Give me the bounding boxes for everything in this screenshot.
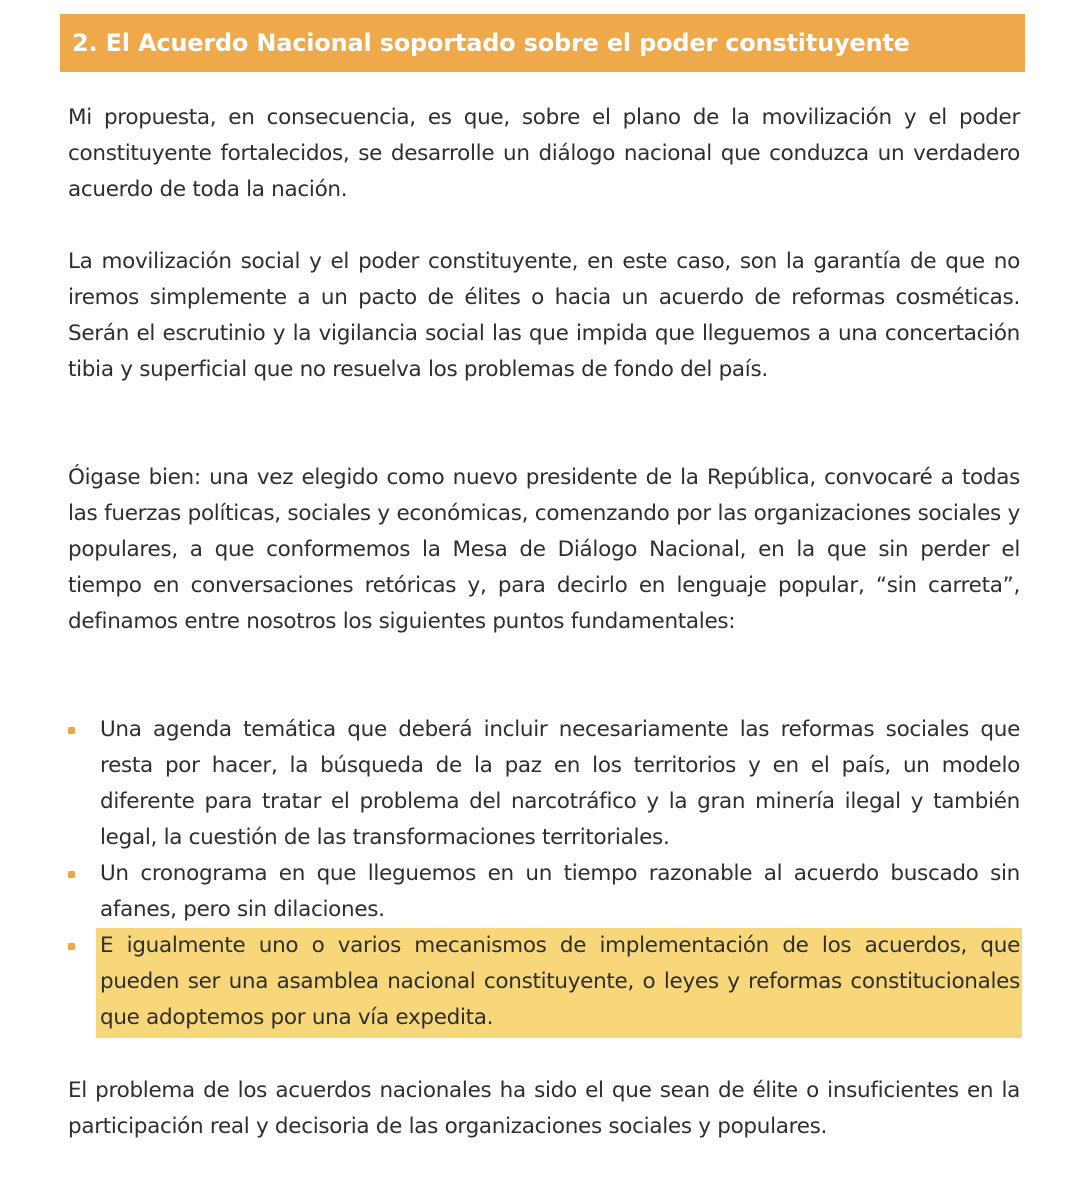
list-item [68, 712, 1020, 856]
fundamental-points-list [68, 712, 1020, 1036]
paragraph-conclusion: El problema de los acuerdos nacionales ha sido el que sean de élite o insuficientes en la participación real y decisoria de las organizaciones sociales y populares. [68, 1078, 1020, 1139]
bullet-marker-icon [68, 727, 75, 734]
bullet-marker-icon [68, 943, 75, 950]
list-item-text: Una agenda temática que deberá incluir necesariamente las reformas sociales que resta por hacer, la búsqueda de la paz en los territorios y en el país, un modelo diferente para tratar el problema del narcotráfico y la gran minería ilegal y también legal, la cuestión de las transformaciones territoriales. [100, 717, 1020, 850]
list-item [68, 856, 1020, 928]
list-item-text: E igualmente uno o varios mecanismos de implementación de los acuerdos, que pueden ser una asamblea nacional constituyente, o leyes y reformas constitucionales que adoptemos por una vía expedita. [100, 933, 1020, 1030]
paragraph-national-dialogue: Óigase bien: una vez elegido como nuevo presidente de la República, convocaré a todas las fuerzas políticas, sociales y económicas, comenzando por las organizaciones sociales y populares, a que conformemos la Mesa de Diálogo Nacional, en la que sin perder el tiempo en conversaciones retóricas y, para decirlo en lenguaje popular, “sin carreta”, definamos entre nosotros los siguientes puntos fundamentales: [68, 465, 1020, 634]
section-title: 2. El Acuerdo Nacional soportado sobre el poder constituyente [72, 29, 910, 57]
paragraph-mobilization: La movilización social y el poder constituyente, en este caso, son la garantía de que no iremos simplemente a un pacto de élites o hacia un acuerdo de reformas cosméticas. Serán el escrutinio y la vigilancia social las que impida que lleguemos a una concertación tibia y superficial que no resuelva los problemas de fondo del país. [68, 249, 1020, 382]
bullet-marker-icon [68, 871, 75, 878]
section-header [60, 14, 1025, 72]
paragraph-proposal: Mi propuesta, en consecuencia, es que, sobre el plano de la movilización y el poder constituyente fortalecidos, se desarrolle un diálogo nacional que conduzca un verdadero acuerdo de toda la nación. [68, 105, 1020, 202]
list-item-text: Un cronograma en que lleguemos en un tiempo razonable al acuerdo buscado sin afanes, pero sin dilaciones. [100, 861, 1020, 922]
list-item-highlighted [68, 928, 1020, 1036]
